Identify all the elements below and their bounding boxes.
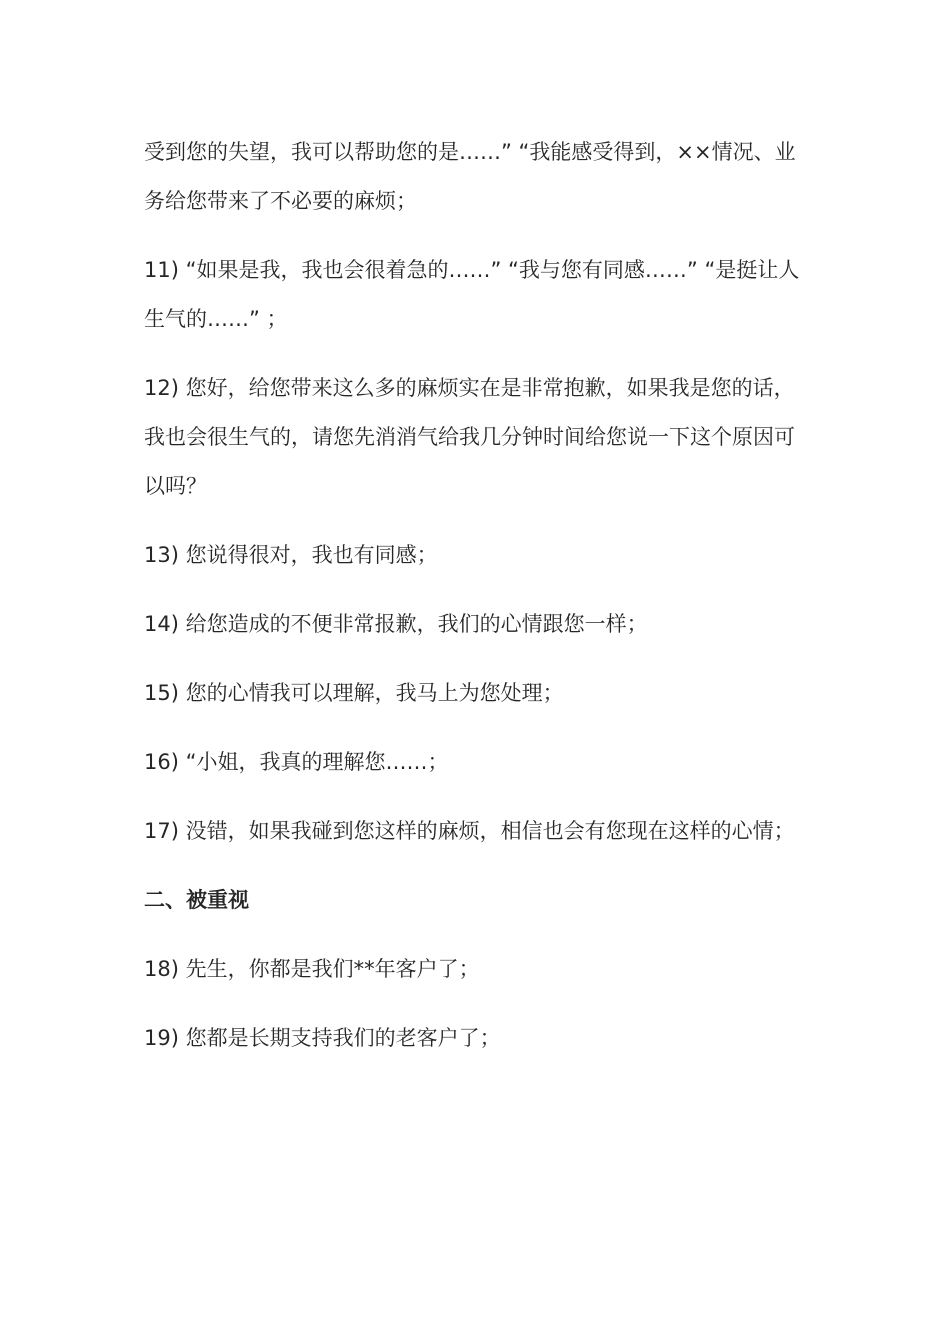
paragraph-item-17: 17) 没错，如果我碰到您这样的麻烦，相信也会有您现在这样的心情； xyxy=(144,819,795,843)
paragraph-item-14: 14) 给您造成的不便非常报歉，我们的心情跟您一样； xyxy=(144,612,648,636)
document-body xyxy=(144,128,808,1083)
paragraph-continuation: 受到您的失望，我可以帮助您的是……” “我能感受得到，××情况、业务给您带来了不必要的麻烦； xyxy=(144,140,796,213)
paragraph-item-19: 19) 您都是长期支持我们的老客户了； xyxy=(144,1026,501,1050)
paragraph-item-16: 16) “小姐，我真的理解您……； xyxy=(144,750,449,774)
paragraph-item-11: 11) “如果是我，我也会很着急的……” “我与您有同感……” “是挺让人生气的……” ； xyxy=(144,258,800,331)
paragraph-item-18: 18) 先生，你都是我们**年客户了； xyxy=(144,957,480,981)
paragraph-item-12: 12) 您好，给您带来这么多的麻烦实在是非常抱歉，如果我是您的话，我也会很生气的，请您先消消气给我几分钟时间给您说一下这个原因可以吗？ xyxy=(144,376,795,498)
section-heading: 二、被重视 xyxy=(144,888,249,912)
paragraph-item-13: 13) 您说得很对，我也有同感； xyxy=(144,543,438,567)
paragraph-item-15: 15) 您的心情我可以理解，我马上为您处理； xyxy=(144,681,564,705)
